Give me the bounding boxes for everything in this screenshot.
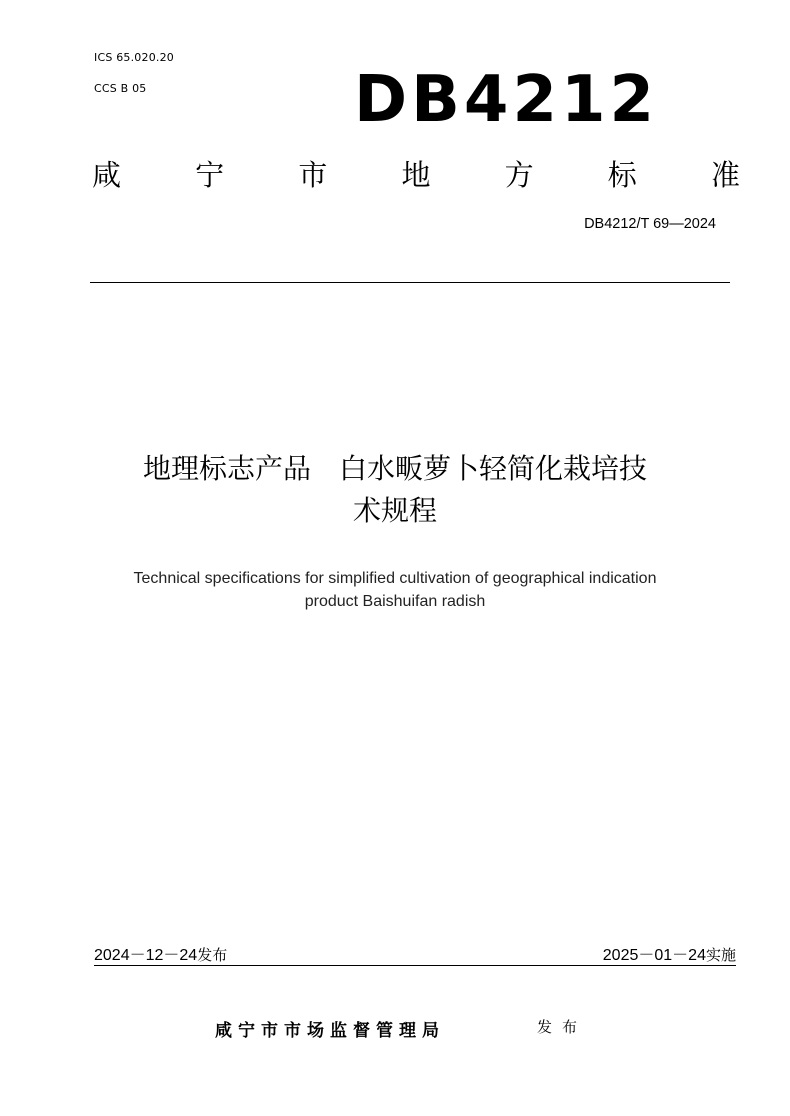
footer-divider — [94, 965, 736, 966]
standard-type-char: 市 — [298, 158, 328, 192]
standard-type — [92, 155, 740, 195]
ics-code: ICS 65.020.20 — [94, 51, 174, 64]
title-line-2: 术规程 — [352, 494, 437, 527]
standard-type-char: 咸 — [92, 158, 122, 192]
publish-date-group — [94, 944, 227, 966]
english-title-line-1: Technical specifications for simplified cultivation of geographical indication — [133, 570, 657, 587]
title-line-1: 地理标志产品 白水畈萝卜轻简化栽培技 — [142, 452, 647, 485]
effective-label: 实施 — [705, 946, 736, 964]
document-title-chinese — [60, 448, 730, 532]
publish-label: 发布 — [197, 946, 228, 964]
standard-code-logo: DB4212 — [354, 63, 659, 137]
effective-date: 2025－01－24 — [602, 947, 706, 964]
effective-date-group — [603, 944, 736, 966]
standard-type-char: 准 — [710, 158, 740, 192]
standard-type-char: 地 — [401, 158, 431, 192]
issue-action: 发布 — [537, 1018, 588, 1036]
standard-type-char: 标 — [607, 158, 637, 192]
publish-date: 2024－12－24 — [94, 947, 198, 964]
english-title-line-2: product Baishuifan radish — [304, 593, 486, 610]
standard-number: DB4212/T 69—2024 — [584, 216, 716, 232]
standard-type-char: 宁 — [195, 158, 225, 192]
standard-type-char: 方 — [504, 158, 534, 192]
ccs-code: CCS B 05 — [94, 82, 147, 95]
document-title-english — [60, 567, 730, 613]
header-divider — [90, 282, 730, 283]
date-row — [94, 944, 736, 966]
issuing-authority: 咸宁市市场监督管理局 — [215, 1021, 445, 1041]
